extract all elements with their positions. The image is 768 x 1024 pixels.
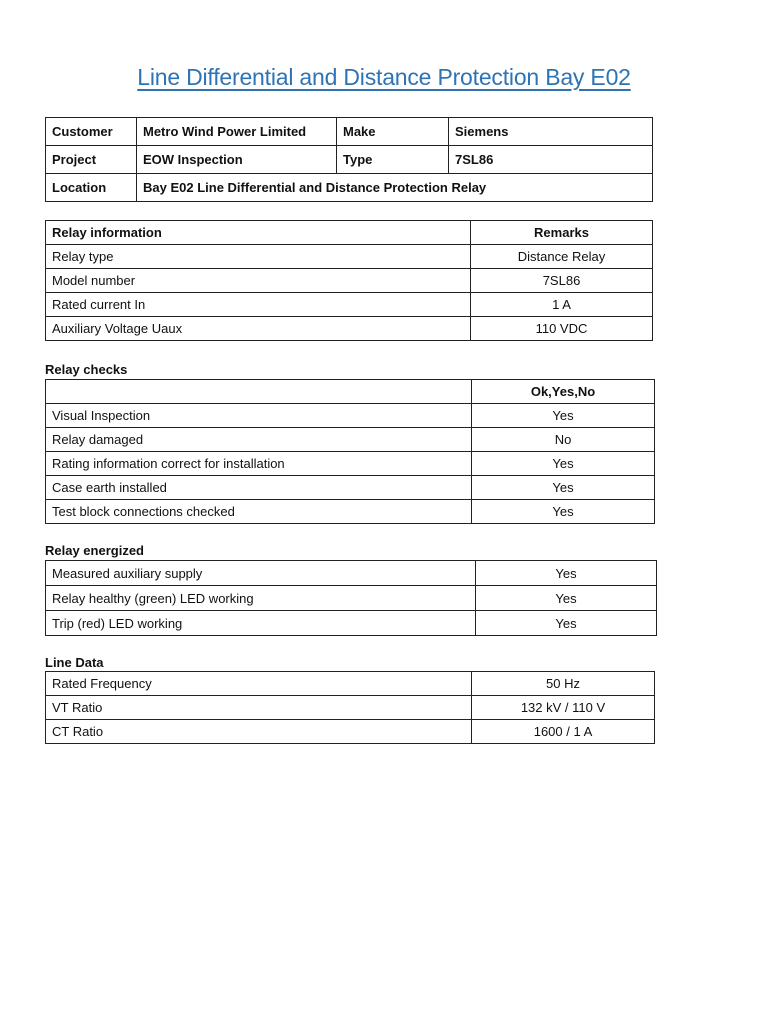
- line-data-table: [45, 671, 655, 744]
- row-label: VT Ratio: [46, 696, 472, 720]
- table-row: [46, 404, 655, 428]
- column-header: Remarks: [471, 221, 653, 245]
- row-label: Test block connections checked: [46, 500, 472, 524]
- column-header: Relay information: [46, 221, 471, 245]
- project-value: EOW Inspection: [137, 146, 337, 174]
- table-row: [46, 720, 655, 744]
- table-header-row: [46, 380, 655, 404]
- customer-label: Customer: [46, 118, 137, 146]
- page-title: Line Differential and Distance Protection Bay E02: [137, 64, 631, 90]
- row-label: Relay healthy (green) LED working: [46, 586, 476, 611]
- relay-energized-table: [45, 560, 657, 636]
- row-value: 7SL86: [471, 269, 653, 293]
- relay-information-table: [45, 220, 653, 341]
- row-label: Rating information correct for installation: [46, 452, 472, 476]
- table-row: [46, 611, 657, 636]
- row-value: Yes: [472, 452, 655, 476]
- row-label: Model number: [46, 269, 471, 293]
- make-value: Siemens: [449, 118, 653, 146]
- row-value: Yes: [472, 500, 655, 524]
- column-header: Ok,Yes,No: [472, 380, 655, 404]
- row-label: Measured auxiliary supply: [46, 561, 476, 586]
- relay-checks-table: [45, 379, 655, 524]
- table-row: [46, 174, 653, 202]
- location-label: Location: [46, 174, 137, 202]
- table-row: [46, 317, 653, 341]
- row-label: CT Ratio: [46, 720, 472, 744]
- table-row: [46, 476, 655, 500]
- column-header: [46, 380, 472, 404]
- row-label: Auxiliary Voltage Uaux: [46, 317, 471, 341]
- table-row: [46, 586, 657, 611]
- row-value: Yes: [476, 586, 657, 611]
- make-label: Make: [337, 118, 449, 146]
- section-heading-relay-checks: Relay checks: [45, 362, 128, 377]
- customer-value: Metro Wind Power Limited: [137, 118, 337, 146]
- row-value: Yes: [472, 476, 655, 500]
- row-value: 1600 / 1 A: [472, 720, 655, 744]
- table-header-row: [46, 221, 653, 245]
- section-heading-relay-energized: Relay energized: [45, 543, 144, 558]
- location-value: Bay E02 Line Differential and Distance Protection Relay: [137, 174, 653, 202]
- table-row: [46, 118, 653, 146]
- table-row: [46, 269, 653, 293]
- section-heading-line-data: Line Data: [45, 655, 104, 670]
- table-row: [46, 428, 655, 452]
- row-label: Trip (red) LED working: [46, 611, 476, 636]
- row-value: 110 VDC: [471, 317, 653, 341]
- row-value: Yes: [476, 561, 657, 586]
- table-row: [46, 245, 653, 269]
- row-value: Yes: [472, 404, 655, 428]
- table-row: [46, 561, 657, 586]
- row-value: Yes: [476, 611, 657, 636]
- table-row: [46, 146, 653, 174]
- table-row: [46, 696, 655, 720]
- row-label: Rated Frequency: [46, 672, 472, 696]
- row-label: Relay type: [46, 245, 471, 269]
- row-label: Relay damaged: [46, 428, 472, 452]
- row-value: No: [472, 428, 655, 452]
- row-value: 132 kV / 110 V: [472, 696, 655, 720]
- type-value: 7SL86: [449, 146, 653, 174]
- project-label: Project: [46, 146, 137, 174]
- type-label: Type: [337, 146, 449, 174]
- row-value: 1 A: [471, 293, 653, 317]
- table-row: [46, 293, 653, 317]
- row-label: Rated current In: [46, 293, 471, 317]
- row-label: Case earth installed: [46, 476, 472, 500]
- row-label: Visual Inspection: [46, 404, 472, 428]
- header-table: [45, 117, 653, 202]
- table-row: [46, 452, 655, 476]
- row-value: 50 Hz: [472, 672, 655, 696]
- row-value: Distance Relay: [471, 245, 653, 269]
- table-row: [46, 672, 655, 696]
- table-row: [46, 500, 655, 524]
